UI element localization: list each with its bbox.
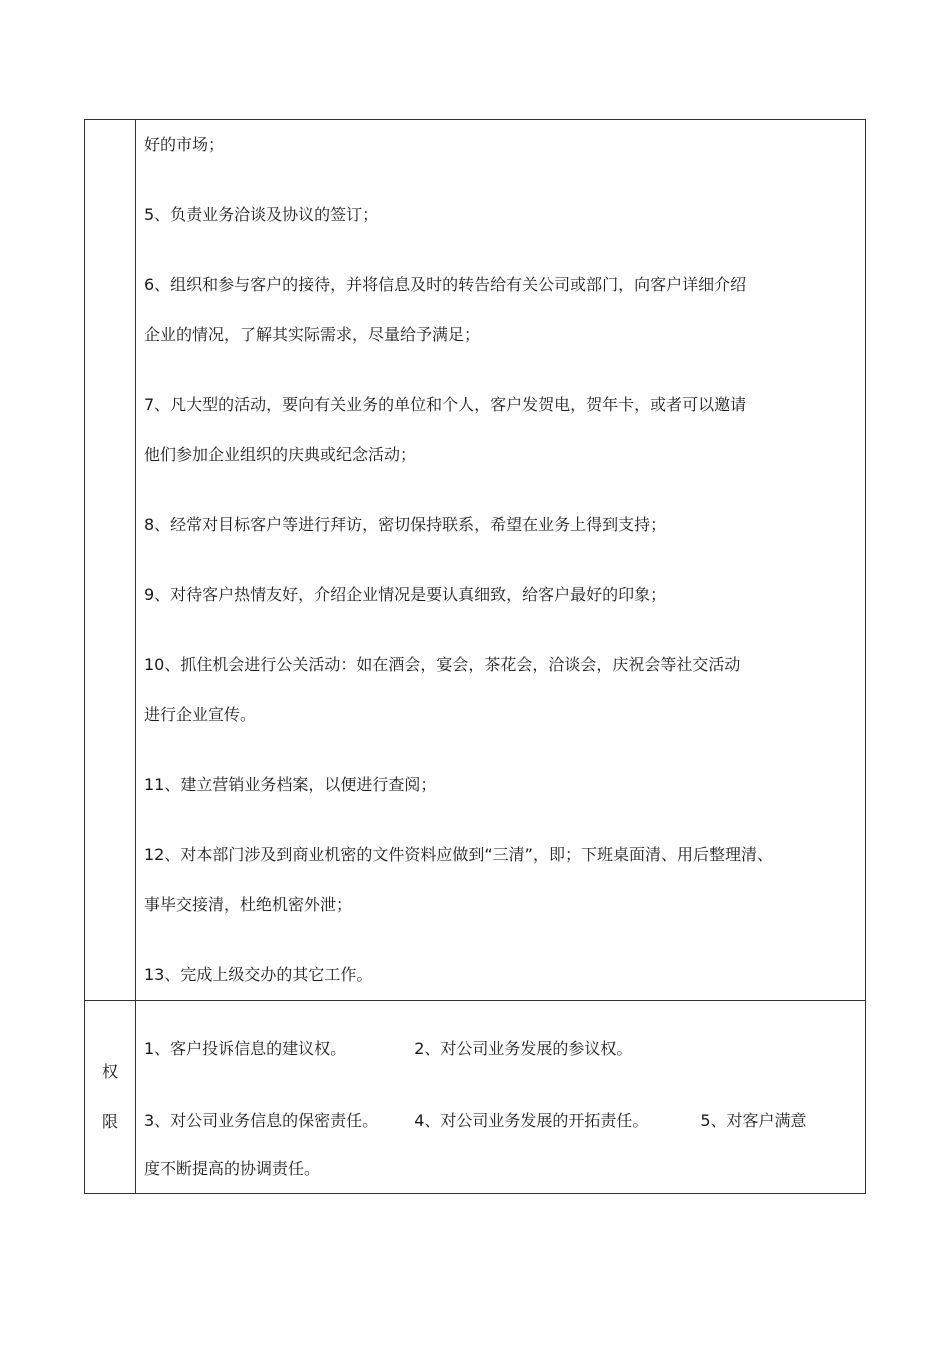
rights-line-1: [144, 1025, 865, 1073]
duty-item: [144, 950, 865, 1000]
duty-item-line: 好的市场；: [144, 135, 225, 154]
job-description-table: [84, 119, 866, 1194]
duty-spacer: [144, 240, 865, 260]
right-item-2: 2、对公司业务发展的参议权。: [414, 1039, 633, 1058]
duty-spacer: [144, 930, 865, 950]
rights-label-char-2: 限: [101, 1112, 118, 1131]
right-item-1: 1、客户投诉信息的建议权。: [144, 1039, 347, 1058]
duty-item-line: 7、凡大型的活动，要向有关业务的单位和个人，客户发贺电，贺年卡，或者可以邀请: [144, 395, 747, 414]
right-item-5a: 5、对客户满意: [700, 1111, 807, 1130]
duty-item: [144, 760, 865, 810]
rights-label-char-1: 权: [101, 1062, 118, 1081]
duty-item: [144, 380, 865, 480]
duty-item: [144, 260, 865, 360]
duty-item-line: 13、完成上级交办的其它工作。: [144, 965, 373, 984]
duty-item: [144, 830, 865, 930]
duties-row: [85, 120, 866, 1001]
duty-item: [144, 500, 865, 550]
duty-item-line: 12、对本部门涉及到商业机密的文件资料应做到“三清”，即；下班桌面清、用后整理清、: [144, 845, 773, 864]
rights-line-3: 度不断提高的协调责任。: [144, 1159, 321, 1178]
duty-item: [144, 120, 865, 170]
duty-item: [144, 190, 865, 240]
duty-spacer: [144, 170, 865, 190]
duty-item: [144, 570, 865, 620]
duties-cell: [136, 120, 866, 1001]
duty-item-line: 事毕交接清，杜绝机密外泄；: [144, 895, 353, 914]
duty-item-line: 5、负责业务洽谈及协议的签订；: [144, 205, 379, 224]
duties-list: [144, 120, 865, 1000]
duty-item-line: 进行企业宣传。: [144, 705, 257, 724]
rights-line-2: [144, 1097, 865, 1145]
duty-item: [144, 640, 865, 740]
duty-spacer: [144, 810, 865, 830]
duty-spacer: [144, 740, 865, 760]
duties-label-cell: [85, 120, 136, 1001]
duty-item-line: 8、经常对目标客户等进行拜访，密切保持联系，希望在业务上得到支持；: [144, 515, 667, 534]
duty-spacer: [144, 620, 865, 640]
duty-item-line: 企业的情况，了解其实际需求，尽量给予满足；: [144, 325, 481, 344]
duty-item-line: 6、组织和参与客户的接待，并将信息及时的转告给有关公司或部门，向客户详细介绍: [144, 275, 747, 294]
duty-spacer: [144, 360, 865, 380]
rights-row: [85, 1001, 866, 1194]
duty-item-line: 10、抓住机会进行公关活动：如在酒会，宴会，茶花会，洽谈会，庆祝会等社交活动: [144, 655, 741, 674]
duty-item-line: 9、对待客户热情友好，介绍企业情况是要认真细致，给客户最好的印象；: [144, 585, 667, 604]
duty-spacer: [144, 480, 865, 500]
duty-item-line: 他们参加企业组织的庆典或纪念活动；: [144, 445, 417, 464]
right-item-3: 3、对公司业务信息的保密责任。: [144, 1111, 379, 1130]
rights-label-cell: [85, 1001, 136, 1194]
right-item-4: 4、对公司业务发展的开拓责任。: [414, 1111, 649, 1130]
duty-item-line: 11、建立营销业务档案，以便进行查阅；: [144, 775, 437, 794]
duty-spacer: [144, 550, 865, 570]
rights-cell: [136, 1001, 866, 1194]
